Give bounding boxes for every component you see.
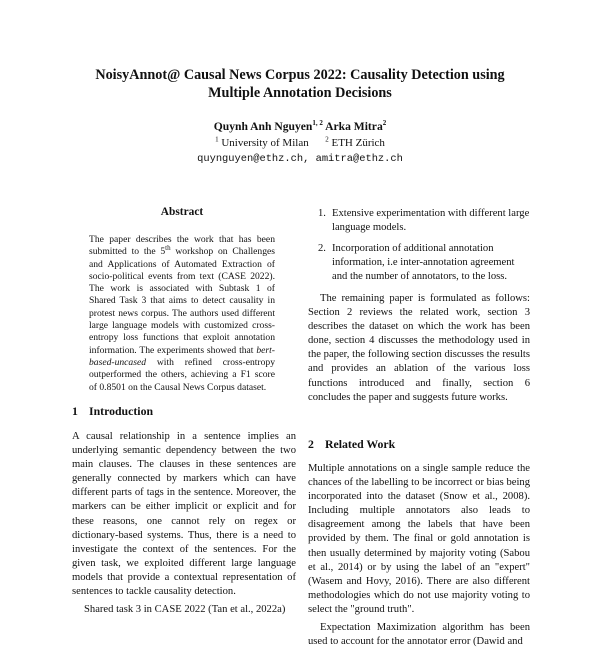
section-2-number: 2 xyxy=(308,437,314,451)
list-item xyxy=(318,207,530,235)
authors xyxy=(40,120,560,134)
author-2-affiliation-mark: 2 xyxy=(382,119,387,128)
introduction-body xyxy=(72,430,296,617)
section-1-number: 1 xyxy=(72,404,78,418)
section-1-title: Introduction xyxy=(89,404,154,418)
abstract-heading: Abstract xyxy=(160,206,204,218)
abstract-text-a: The paper describes the work that has been submitted to the 5 xyxy=(89,234,275,258)
title-line-1: NoisyAnnot@ Causal News Corpus 2022: Causality Detection using xyxy=(95,67,505,83)
author-emails: quynguyen@ethz.ch, amitra@ethz.ch xyxy=(197,153,403,165)
list-item-number: 2. xyxy=(318,243,326,255)
author-1: Quynh Anh Nguyen xyxy=(213,120,313,133)
affiliation-1: University of Milan xyxy=(221,137,309,149)
section-2-title: Related Work xyxy=(325,437,396,451)
author-2: Arka Mitra xyxy=(325,120,383,133)
introduction-paragraph-1: A causal relationship in a sentence implies an underlying semantic dependency between the two main clauses. The clauses in these sentences are generally connected by markers which can have different parts of tags in the sentence. Moreover, the markers can be either implicit or explicit and for these reasons, one cannot rely on regex or dictionary-based systems. Thus, there is a need to investigate the context of the sentences. For the given task, we exploited different large language models that provide a contextual representation of sentences to tackle causality detection. xyxy=(72,431,296,598)
affiliation-1-mark: 1 xyxy=(215,135,219,144)
affiliation-2: ETH Zürich xyxy=(331,137,385,149)
contributions-list xyxy=(318,207,530,291)
list-item xyxy=(318,242,530,284)
author-1-affiliation-mark: 1, 2 xyxy=(312,119,323,128)
affiliations xyxy=(40,136,560,150)
abstract-text-c: with refined cross-entropy outperformed the others, achieving a F1 score of 0.8501 on the Causal News Corpus dataset. xyxy=(89,356,275,393)
affiliation-2-mark: 2 xyxy=(325,135,329,144)
list-item-text: Extensive experimentation with different large language models. xyxy=(332,208,530,234)
abstract-text-b: workshop on Challenges and Applications of Automated Extraction of socio-political events from text (CASE 2022). The work is associated with Subtask 1 of Shared Task 3 that aims to detect causality in protest news corpus. The authors used different large language models with customized cross-entropy loss functions that exploit annotation information. The experiments showed that xyxy=(89,246,275,356)
list-item-number: 1. xyxy=(318,208,326,219)
roadmap-paragraph: The remaining paper is formulated as follows: Section 2 reviews the related work, section 3 describes the dataset on which the work has been done, section 4 discusses the methodology used in the paper, the following section discusses the results and provides an ablation of the various loss functions introduced and finally, section 6 concludes the paper and suggests future works. xyxy=(308,293,530,403)
section-2-heading xyxy=(308,437,395,451)
title-line-2: Multiple Annotation Decisions xyxy=(208,85,392,101)
abstract-superscript: th xyxy=(165,244,171,253)
related-work-paragraph-1: Multiple annotations on a single sample reduce the chances of the labelling to be incorrect or bias being incorporated into the dataset (Snow et al., 2008). Including multiple annotators also leads to disagreement among the labels that have been provided by them. The final or gold annotation is then usually determined by majority voting (Sabou et al., 2014) or by using the label of an "expert" (Wasem and Hovy, 2016). There are also different methodologies which do not use majority voting to select the "ground truth". xyxy=(308,463,530,615)
list-item-text: Incorporation of additional annotation information, i.e inter-annotation agreement and the number of annotators, to the loss. xyxy=(332,243,515,283)
paper-title xyxy=(40,66,560,102)
abstract-body xyxy=(89,234,275,394)
related-work-paragraph-2: Expectation Maximization algorithm has been used to account for the annotator error (Dawid and xyxy=(308,622,530,648)
related-work-body xyxy=(308,462,530,649)
section-1-heading xyxy=(72,404,153,418)
introduction-paragraph-2: Shared task 3 in CASE 2022 (Tan et al., 2022a) xyxy=(84,604,286,616)
abstract-model-name: bert-based-uncased xyxy=(89,344,275,368)
